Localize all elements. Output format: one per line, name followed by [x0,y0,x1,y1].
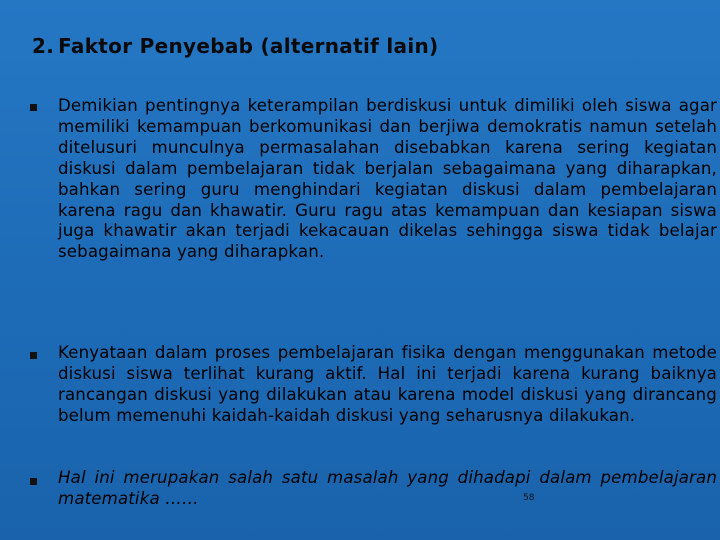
title-text: Faktor Penyebab (alternatif lain) [58,34,439,58]
title-number: 2. [32,34,55,58]
page-number: 58 [523,493,535,503]
bullet-paragraph-2: Kenyataan dalam proses pembelajaran fisika dengan menggunakan metode diskusi siswa terlihat kurang aktif. Hal ini terjadi karena kurang baiknya rancangan diskusi yang dilakukan atau karena model diskusi yang dirancang belum memenuhi kaidah-kaidah diskusi yang seharusnya dilakukan. [58,343,717,425]
bullet-paragraph-3: Hal ini merupakan salah satu masalah yang dihadapi dalam pembelajaran matematika …… [58,468,717,508]
bullet-marker-icon [30,352,37,359]
slide-title [32,34,438,58]
bullet-marker-icon [30,478,37,485]
bullet-paragraph-1: Demikian pentingnya keterampilan berdiskusi untuk dimiliki oleh siswa agar memiliki kemampuan berkomunikasi dan berjiwa demokratis namun setelah ditelusuri munculnya permasalahan disebabkan karena sering kegiatan diskusi dalam pembelajaran tidak berjalan sebagaimana yang diharapkan, bahkan sering guru menghindari kegiatan diskusi dalam pembelajaran karena ragu dan khawatir. Guru ragu atas kemampuan dan kesiapan siswa juga khawatir akan terjadi kekacauan dikelas sehingga siswa tidak belajar sebagaimana yang diharapkan. [58,96,717,262]
bullet-marker-icon [30,104,37,111]
